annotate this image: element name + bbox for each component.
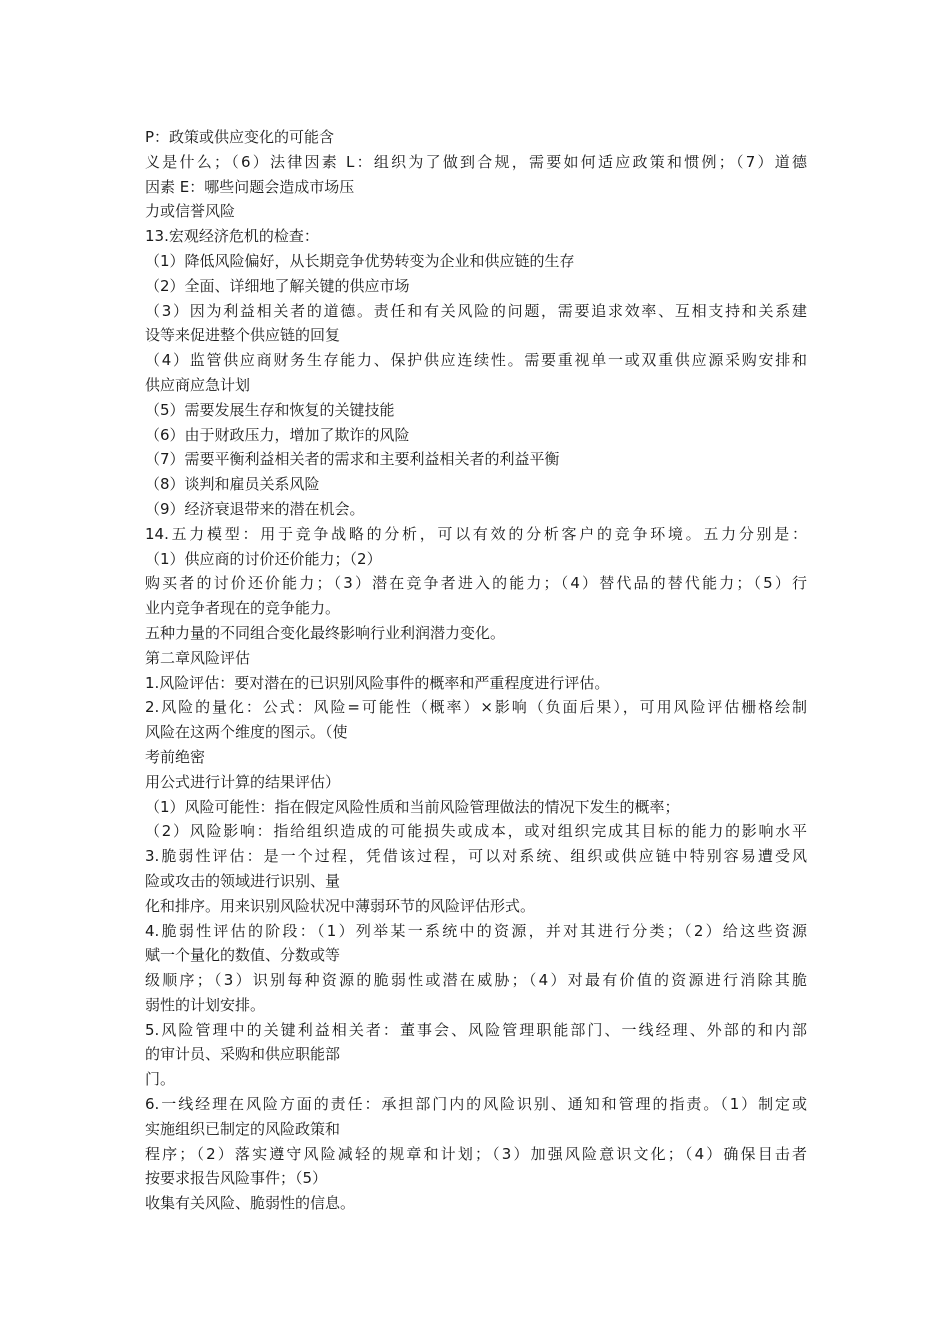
text-line: 赋一个量化的数值、分数或等	[145, 946, 341, 965]
list-item: （1）降低风险偏好，从长期竞争优势转变为企业和供应链的生存	[145, 251, 575, 270]
text-line: 级顺序；（3）识别每种资源的脆弱性或潜在威胁；（4）对最有价值的资源进行消除其脆	[145, 971, 807, 990]
list-item: （2）风险影响：指给组织造成的可能损失或成本，或对组织完成其目标的能力的影响水平	[145, 822, 807, 841]
list-item: （5）需要发展生存和恢复的关键技能	[145, 400, 395, 419]
list-item: （6）由于财政压力，增加了欺诈的风险	[145, 425, 410, 444]
chapter-heading: 第二章风险评估	[145, 648, 251, 667]
text-line: 因素 E：哪些问题会造成市场压	[145, 177, 355, 196]
section-heading: 4.脆弱性评估的阶段：（1）列举某一系统中的资源，并对其进行分类；（2）给这些资源	[145, 921, 807, 940]
section-heading: 14.五力模型：用于竞争战略的分析，可以有效的分析客户的竞争环境。五力分别是：	[145, 524, 807, 543]
section-heading: 6.一线经理在风险方面的责任：承担部门内的风险识别、通知和管理的指责。（1）制定或	[145, 1095, 807, 1114]
text-line: 险或攻击的领域进行识别、量	[145, 871, 341, 890]
text-line: 按要求报告风险事件；（5）	[145, 1169, 328, 1188]
text-line: 业内竞争者现在的竞争能力。	[145, 599, 341, 618]
text-line: P：政策或供应变化的可能含	[145, 128, 335, 146]
section-heading: 3.脆弱性评估：是一个过程，凭借该过程，可以对系统、组织或供应链中特别容易遭受风	[145, 847, 807, 866]
text-line: 购买者的讨价还价能力；（3）潜在竞争者进入的能力；（4）替代品的替代能力；（5）行	[145, 574, 807, 593]
list-item: （1）风险可能性：指在假定风险性质和当前风险管理做法的情况下发生的概率；	[145, 797, 680, 816]
text-line: 考前绝密	[145, 747, 206, 766]
text-line: 的审计员、采购和供应职能部	[145, 1045, 341, 1064]
list-item: （8）谈判和雇员关系风险	[145, 475, 320, 494]
text-line: 化和排序。用来识别风险状况中薄弱环节的风险评估形式。	[145, 896, 536, 915]
text-line: 收集有关风险、脆弱性的信息。	[145, 1194, 356, 1213]
section-heading: 5.风险管理中的关键利益相关者：董事会、风险管理职能部门、一线经理、外部的和内部	[145, 1020, 807, 1039]
text-line: 义是什么；（6）法律因素 L：组织为了做到合规，需要如何适应政策和惯例；（7）道德	[145, 152, 807, 171]
section-heading: 13.宏观经济危机的检查：	[145, 227, 319, 246]
text-line: 风险在这两个维度的图示。（使	[145, 723, 348, 742]
document-body	[145, 125, 807, 1216]
section-heading: 2.风险的量化：公式：风险=可能性（概率）×影响（负面后果），可用风险评估栅格绘制	[145, 698, 807, 717]
list-item: （4）监管供应商财务生存能力、保护供应连续性。需要重视单一或双重供应源采购安排和	[145, 351, 807, 370]
list-item: （3）因为利益相关者的道德。责任和有关风险的问题，需要追求效率、互相支持和关系建	[145, 301, 807, 320]
list-item: （9）经济衰退带来的潜在机会。	[145, 499, 365, 518]
list-item: （2）全面、详细地了解关键的供应市场	[145, 276, 410, 295]
list-item: （7）需要平衡利益相关者的需求和主要利益相关者的利益平衡	[145, 450, 560, 469]
section-heading: 1.风险评估：要对潜在的已识别风险事件的概率和严重程度进行评估。	[145, 673, 610, 692]
text-line: 用公式进行计算的结果评估）	[145, 772, 341, 791]
text-line: 力或信誉风险	[145, 202, 236, 221]
text-line: （1）供应商的讨价还价能力；（2）	[145, 549, 382, 568]
text-line: 实施组织已制定的风险政策和	[145, 1119, 341, 1138]
text-line: 供应商应急计划	[145, 375, 251, 394]
text-line: 程序；（2）落实遵守风险减轻的规章和计划；（3）加强风险意识文化；（4）确保目击者	[145, 1144, 807, 1163]
text-line: 设等来促进整个供应链的回复	[145, 326, 341, 345]
text-line: 弱性的计划安排。	[145, 995, 266, 1014]
text-line: 门。	[145, 1070, 176, 1089]
text-line: 五种力量的不同组合变化最终影响行业利润潜力变化。	[145, 623, 506, 642]
